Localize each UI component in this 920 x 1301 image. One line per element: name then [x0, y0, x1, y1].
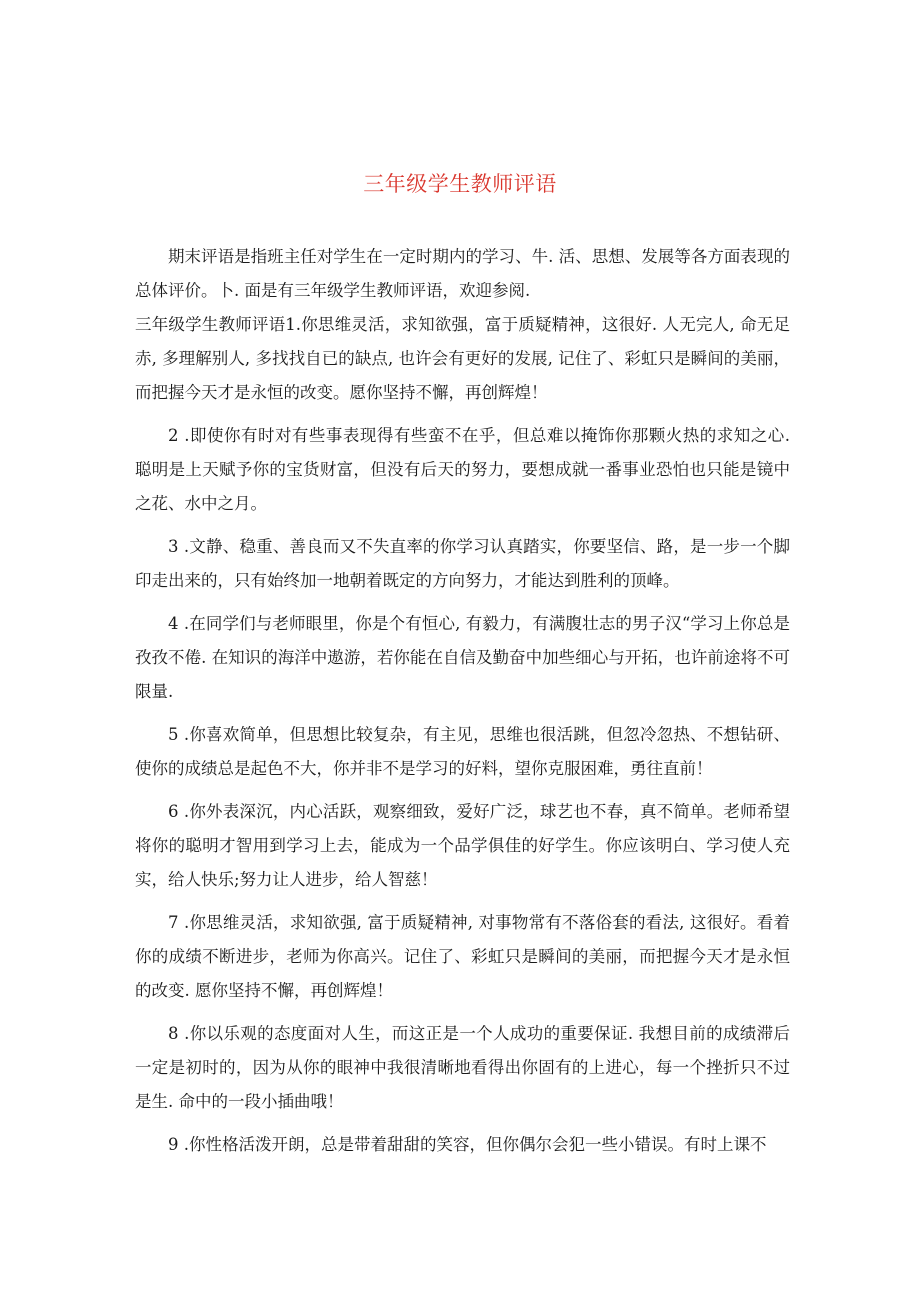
comment-paragraph-3: [135, 530, 790, 598]
comment-number: 3: [168, 537, 179, 556]
comment-paragraph-5: [135, 718, 790, 786]
comment-number: 7: [168, 913, 179, 932]
comment-text: .你思维灵活，求知欲强, 富于质疑精神, 对事物常有不落俗套的看法, 这很好。看着你的成绩不断进步，老师为你高兴。记住了、彩虹只是瞬间的美丽，而把握今天才是永恒的改变. 愿你坚持不懈，再创辉煌！: [135, 913, 790, 1000]
document-body: [135, 240, 790, 1162]
comment-number: 5: [168, 725, 179, 744]
document-title: 三年级学生教师评语: [363, 172, 557, 196]
comment-text: .你性格活泼开朗，总是带着甜甜的笑容，但你偶尔会犯一些小错误。有时上课不: [178, 1135, 767, 1154]
comment-number: 9: [168, 1135, 179, 1154]
comment-text: .你喜欢简单，但思想比较复杂，有主见，思维也很活跳，但忽冷忽热、不想钻研、使你的成绩总是起色不大，你并非不是学习的好料，望你克服困难，勇往直前！: [135, 725, 790, 778]
comment-number: 4: [168, 614, 179, 633]
comment-number: 8: [168, 1024, 179, 1043]
comment-text: .在同学们与老师眼里，你是个有恒心, 有毅力，有满腹壮志的男子汉“学习上你总是孜孜不倦. 在知识的海洋中遨游，若你能在自信及勤奋中加些细心与开拓，也许前途将不可限量.: [135, 614, 790, 701]
comment-paragraph-4: [135, 607, 790, 709]
comment-paragraph-9: [135, 1128, 790, 1162]
comment-paragraph-7: [135, 906, 790, 1008]
comment-paragraph-2: [135, 419, 790, 521]
comment-paragraph-8: [135, 1017, 790, 1119]
comment-text: .即使你有时对有些事表现得有些蛮不在乎，但总难以掩饰你那颗火热的求知之心. 聪明是上天赋予你的宝货财富，但没有后天的努力，要想成就一番事业恐怕也只能是镜中之花、水中之月。: [135, 426, 790, 513]
comment-paragraph-1: 三年级学生教师评语1.你思维灵活，求知欲强，富于质疑精神，这很好. 人无完人, 命无足赤, 多理解别人, 多找找自已的缺点, 也许会有更好的发展, 记住了、彩虹只是瞬间的美丽，而把握今天才是永恒的改变。愿你坚持不懈，再创辉煌！: [135, 315, 790, 402]
comment-text: .你以乐观的态度面对人生，而这正是一个人成功的重要保证. 我想目前的成绩滞后一定是初时的，因为从你的眼神中我很清晰地看得出你固有的上进心，每一个挫折只不过是生. 命中的一段小插曲哦！: [135, 1024, 790, 1111]
comment-paragraph-6: [135, 795, 790, 897]
comment-text: .文静、稳重、善良而又不失直率的你学习认真踏实，你要坚信、路，是一步一个脚印走出来的，只有始终加一地朝着既定的方向努力，才能达到胜利的顶峰。: [135, 537, 790, 590]
comment-number: 2: [168, 426, 179, 445]
comment-text: .你外表深沉，内心活跃，观察细致，爱好广泛，球艺也不春，真不简单。老师希望将你的聪明才智用到学习上去，能成为一个品学俱佳的好学生。你应该明白、学习使人充实，给人快乐;努力让人进步，给人智慈！: [135, 802, 790, 889]
intro-paragraph: 期末评语是指班主任对学生在一定时期内的学习、牛. 活、思想、发展等各方面表现的总体评价。卜. 面是有三年级学生教师评语，欢迎参阅.: [135, 247, 790, 300]
comment-number: 6: [168, 802, 179, 821]
